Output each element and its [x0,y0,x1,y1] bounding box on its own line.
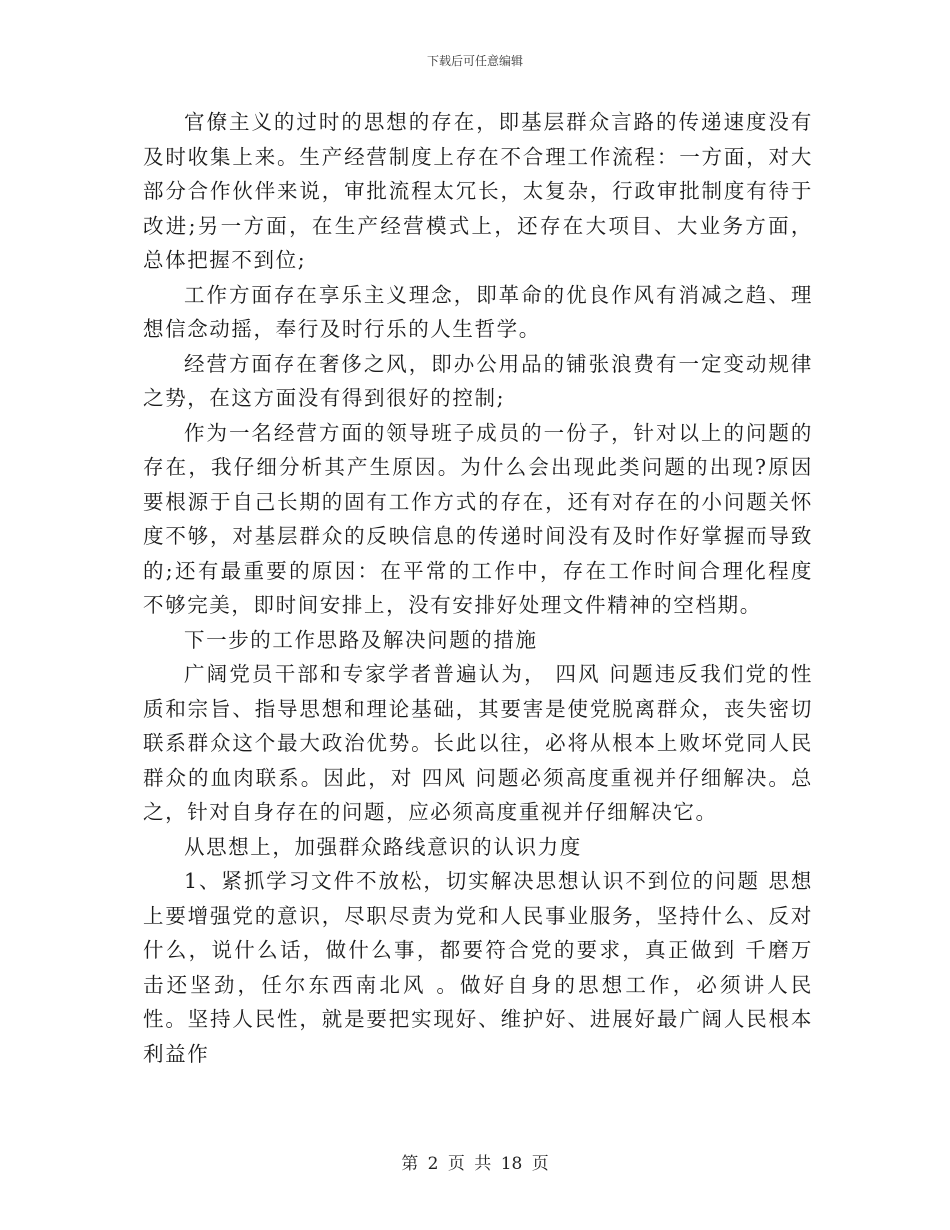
paragraph-bureaucratism: 官僚主义的过时的思想的存在，即基层群众言路的传递速度没有及时收集上来。生产经营制度上存在不合理工作流程：一方面，对大部分合作伙伴来说，审批流程太冗长，太复杂，行政审批制度有待于改进;另一方面，在生产经营模式上，还存在大项目、大业务方面，总体把握不到位; [143,110,813,272]
paragraph-cause-analysis: 作为一名经营方面的领导班子成员的一份子，针对以上的问题的存在，我仔细分析其产生原因。为什么会出现此类问题的出现?原因要根源于自己长期的固有工作方式的存在，还有对存在的小问题关怀度不够，对基层群众的反映信息的传递时间没有及时作好掌握而导致的;还有最重要的原因：在平常的工作中，存在工作时间合理化程度不够完美，即时间安排上，没有安排好处理文件精神的空档期。 [143,420,813,617]
paragraph-study-documents: 1、紧抓学习文件不放松，切实解决思想认识不到位的问题 思想上要增强党的意识，尽职尽责为党和人民事业服务，坚持什么、反对什么，说什么话，做什么事，都要符合党的要求，真正做到 千磨万击还坚劲，任尔东西南北风 。做好自身的思想工作，必须讲人民性。坚持人民性，就是要把实现好、维护好、进展好最广阔人民根本利益作 [143,869,813,1066]
page-number-footer: 第 2 页 共 18 页 [401,1154,549,1174]
section-heading-next-steps: 下一步的工作思路及解决问题的措施 [184,627,538,652]
page-header: 下载后可任意编辑 [426,54,523,68]
section-heading-ideology: 从思想上，加强群众路线意识的认识力度 [184,834,582,859]
paragraph-extravagance: 经营方面存在奢侈之风，即办公用品的铺张浪费有一定变动规律之势，在这方面没有得到很好的控制; [143,351,813,410]
document-body [143,105,813,1071]
paragraph-four-styles: 广阔党员干部和专家学者普遍认为， 四风 问题违反我们党的性质和宗旨、指导思想和理论基础，其要害是使党脱离群众，丧失密切联系群众这个最大政治优势。长此以往，必将从根本上败坏党同人民群众的血肉联系。因此，对 四风 问题必须高度重视并仔细解决。总之，针对自身存在的问题，应必须高度重视并仔细解决它。 [143,662,813,824]
paragraph-hedonism: 工作方面存在享乐主义理念，即革命的优良作风有消减之趋、理想信念动摇，奉行及时行乐的人生哲学。 [143,282,813,341]
